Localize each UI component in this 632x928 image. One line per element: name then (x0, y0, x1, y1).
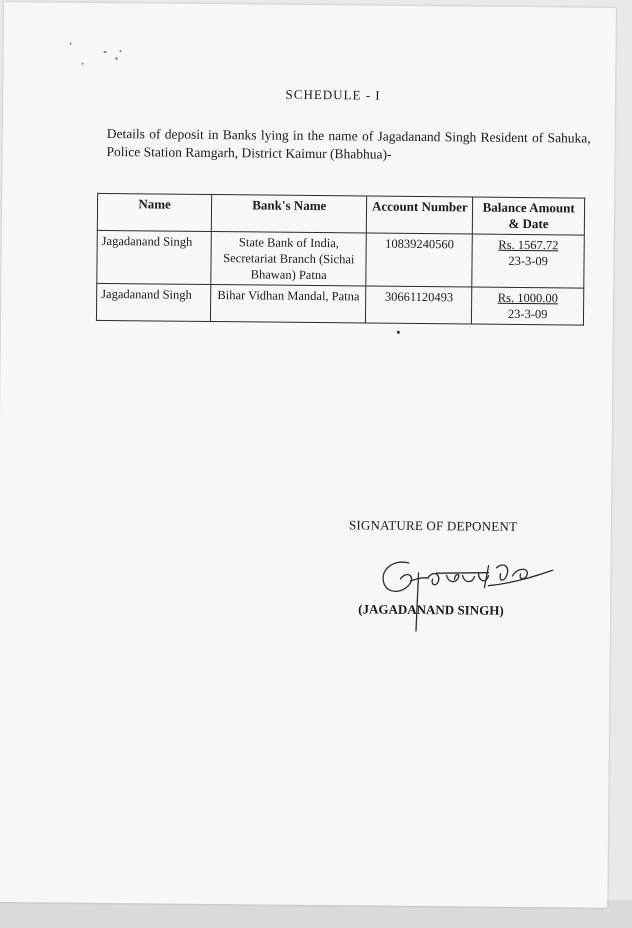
deposits-table (96, 193, 585, 326)
scan-speck (104, 51, 107, 53)
cell-bank: Bihar Vidhan Mandal, Patna (211, 284, 367, 322)
scan-speck (115, 57, 117, 60)
table-header-row (97, 193, 584, 235)
signature-caption: SIGNATURE OF DEPONENT (348, 517, 518, 534)
balance-amount: Rs. 1000.00 (497, 290, 558, 306)
cell-balance (472, 234, 584, 288)
stray-dot (397, 331, 400, 334)
table-row (96, 283, 583, 325)
document-page (0, 2, 616, 908)
header-account-number: Account Number (367, 196, 473, 234)
cell-bank: State Bank of India, Secretariat Branch (Sichai Bhawan) Patna (211, 232, 367, 286)
schedule-heading: SCHEDULE - I (285, 86, 381, 103)
balance-amount: Rs. 1567.72 (498, 237, 559, 253)
header-name: Name (97, 193, 211, 231)
scan-speck (81, 63, 83, 65)
scan-speck (120, 50, 122, 52)
header-balance: Balance Amount & Date (473, 197, 585, 235)
balance-date: 23-3-09 (508, 253, 549, 269)
cell-name: Jagadanand Singh (97, 230, 212, 284)
handwritten-signature (370, 551, 561, 638)
cell-account: 10839240560 (366, 233, 472, 287)
deponent-name: (JAGADANAND SINGH) (358, 601, 504, 618)
scan-speck (70, 43, 72, 45)
cell-account: 30661120493 (366, 286, 472, 324)
balance-date: 23-3-09 (507, 306, 548, 322)
table-row (97, 230, 584, 288)
intro-paragraph: Details of deposit in Banks lying in the name of Jagadanand Singh Resident of Sahuka, Police Station Ramgarh, District Kaimur (Bhabhua)- (106, 125, 591, 162)
cell-name: Jagadanand Singh (96, 283, 210, 321)
cell-balance (472, 287, 584, 325)
header-bank-name: Bank's Name (211, 195, 367, 233)
